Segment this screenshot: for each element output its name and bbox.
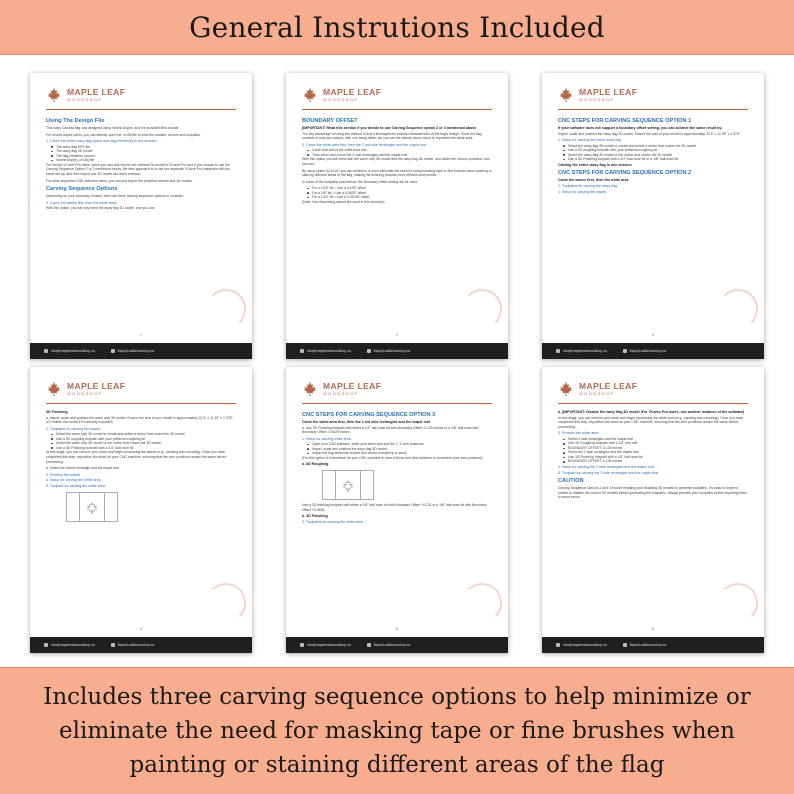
brand-sub: WOODSHOP xyxy=(323,390,359,396)
list-item: Use a 3D roughing toolpath with your preferred roughing bit xyxy=(558,148,748,153)
list-item: Select the 2 side rectangles and the maple leaf xyxy=(558,450,748,455)
numbered-step: 2. Toolpaths for carving the white area xyxy=(302,519,363,524)
paragraph: This wavy Canada flag was designed using Vectric Aspire, and the provided files include: xyxy=(46,126,180,130)
caption-line-2: eliminate the need for masking tape or fine brushes when xyxy=(59,718,735,744)
email-text: info@mapleleafwoodshop.ca xyxy=(563,643,607,647)
brand-sub: WOODSHOP xyxy=(67,96,103,102)
decorative-swirl xyxy=(206,583,246,623)
numbered-step: 4. Setup for carving the 2 side rectangles and the maple leaf xyxy=(558,464,654,469)
numbered-step: 5. Toolpath for carving the white area xyxy=(46,483,105,488)
list-item: Then carve and colour the 2 side rectangles and the maple leaf xyxy=(302,153,492,158)
footer-website xyxy=(111,643,155,647)
paragraph: For Vectric Aspire users, you can directly open the .crv3d file to view the models, vectors and toolpaths. xyxy=(46,132,201,137)
list-item: For a 1/16" bit = Use a 0.03125" offset xyxy=(302,195,492,200)
footer-email xyxy=(44,349,95,353)
section-heading: BOUNDARY OFFSET xyxy=(302,118,358,124)
numbered-step: 4. Setup for carving the white area xyxy=(46,478,101,483)
numbered-step: 3. Carve the white area first, then the 2 red side rectangles and the maple leaf xyxy=(302,142,426,147)
footer-website xyxy=(623,349,667,353)
list-item: Use a 3D Finishing toolpath with a 1/4" ball nose bit xyxy=(46,446,236,451)
globe-icon xyxy=(623,349,627,353)
email-icon xyxy=(300,349,304,353)
email-text: info@mapleleafwoodshop.ca xyxy=(307,643,351,647)
footer-email xyxy=(556,349,607,353)
document-page-grid xyxy=(0,54,794,668)
numbered-step: 1. Setup for carving white area xyxy=(302,436,351,441)
website-text: MapleLeafWoodshop.ca xyxy=(629,349,667,353)
paragraph: At this stage, you can remove your stock and begin processing the white area (e.g., sanding and colouring). Once you have completed this step, reposition the stock on your CNC machine, ensuring that the zero positions remain the same before proceeding. xyxy=(558,415,744,429)
brand-sub: WOODSHOP xyxy=(579,390,615,396)
header-rule xyxy=(302,403,492,404)
document-page-5 xyxy=(286,367,508,653)
list-item: For a 1/16" bit = Use a 0.125" offset xyxy=(302,186,492,191)
paragraph: CAUTION xyxy=(558,478,584,485)
page-footer xyxy=(542,343,764,359)
maple-leaf-icon xyxy=(46,381,62,397)
brand-logo xyxy=(46,381,125,397)
paragraph: The key advantage of using this method is that it leverages the natural characteristics of the flag's design. Since the flag consists of only two colours, with one being white, we can use the natural wood colour to represent the white area. xyxy=(302,131,482,141)
bold-note: b. 3D Finishing xyxy=(302,514,328,519)
page-number: 1 xyxy=(140,333,142,337)
email-text: info@mapleleafwoodshop.ca xyxy=(307,349,351,353)
globe-icon xyxy=(111,349,115,353)
page-body xyxy=(302,115,492,329)
page-body xyxy=(558,409,748,623)
globe-icon xyxy=(111,643,115,647)
brand-sub: WOODSHOP xyxy=(67,390,103,396)
email-text: info@mapleleafwoodshop.ca xyxy=(51,349,95,353)
bold-note: Carve the white area first, then the 2 red side rectangles and the maple leaf xyxy=(302,420,430,424)
email-text: info@mapleleafwoodshop.ca xyxy=(563,349,607,353)
page-body xyxy=(302,409,492,623)
paragraph: a. Import, scale and position the wave only 3D model. Ensure the size of your model is approximately 22.5" x 11.25" x 1.375". (Or enable the model if it's already imported) xyxy=(46,415,234,425)
brand-text xyxy=(323,88,381,102)
paragraph: With this option you will need both the wave only 3D model and the wavy flag 3D model, and utilize the vectors provided. And you can: xyxy=(302,157,490,166)
footer-website xyxy=(623,643,667,647)
list-item: The wavy flag EPS file xyxy=(46,145,236,150)
list-item: Open your CAD software, enter your stock size and the Y, Z zero positions. xyxy=(302,442,492,447)
list-item: Select the wave only 3D model or the vector that covers the 3D model xyxy=(46,441,236,446)
decorative-swirl xyxy=(718,583,758,623)
paragraph: b. Use 3D Finishing toolpath with either a 1/4" ball nose bit with Boundary Offset -0.125 inches or a 1/8" ball nose with Boundary Offset -0.0625 inches xyxy=(302,425,479,435)
list-item: Use a 3D roughing toolpath with your preferred roughing bit xyxy=(46,437,236,442)
section-heading: CNC STEPS FOR CARVING SEQUENCE OPTION 3 xyxy=(302,412,436,418)
document-page-1 xyxy=(30,73,252,359)
header-rule xyxy=(302,109,492,110)
paragraph: Depending on your colouring choices, there are three carving sequence options to consider: xyxy=(46,194,184,199)
footer-email xyxy=(44,643,95,647)
paragraph: (For this option, it's beneficial for your CNC machine to have a fence and limit switches to remember your zero positions) xyxy=(302,455,483,460)
email-icon xyxy=(556,349,560,353)
email-icon xyxy=(44,643,48,647)
brand-name: MAPLE LEAF xyxy=(67,381,126,392)
numbered-step: 1. Carve the entire wavy flag (wave and flag elements) in one session xyxy=(46,139,157,144)
section-heading: Carving Sequence Options xyxy=(46,186,118,193)
header-rule xyxy=(46,403,236,404)
list-item: Use 3D Finishing toolpath with a 1/4" ball nose bit xyxy=(558,455,748,460)
page-footer xyxy=(30,343,252,359)
paragraph: Use a 3D finishing toolpath with either a 1/4" ball nose bit with Boundary Offset +0.125 or a 1/8" ball nose bit with Boundary Offset +0.0625 xyxy=(302,503,487,512)
brand-text xyxy=(579,88,637,102)
list-item: The wavy flag 3D model xyxy=(46,149,236,154)
globe-icon xyxy=(367,643,371,647)
footer-website xyxy=(367,643,411,647)
footer-email xyxy=(556,643,607,647)
brand-name: MAPLE LEAF xyxy=(323,87,382,98)
paragraph: With this option, you will only need the wavy flag 3D model, and you can: xyxy=(46,206,156,211)
brand-text xyxy=(323,382,381,396)
brand-name: MAPLE LEAF xyxy=(67,87,126,98)
page-body xyxy=(46,409,236,623)
list-item: Use a 3D Finishing toolpath with a 1/4" ball nose bit or a 1/8" ball nose bit xyxy=(558,157,748,162)
list-item: Carve and colour the white area first xyxy=(302,148,492,153)
decorative-swirl xyxy=(462,583,502,623)
bold-note: a. 3D Roughing xyxy=(302,462,329,467)
document-page-6 xyxy=(542,367,764,653)
page-body xyxy=(558,115,748,329)
document-page-4 xyxy=(30,367,252,653)
list-item: Use 3D Roughing toolpath with a 1/4" end mill xyxy=(558,441,748,446)
header-rule xyxy=(558,403,748,404)
decorative-swirl xyxy=(718,289,758,329)
top-banner xyxy=(0,0,794,54)
maple-leaf-icon xyxy=(558,87,574,103)
email-icon xyxy=(556,643,560,647)
list-item: BOUNDARY OFFSET: 0.125 inches xyxy=(558,446,748,451)
footer-email xyxy=(300,349,351,353)
maple-leaf-icon xyxy=(342,479,354,491)
bold-note: [IMPORTANT! Read this section if you decide to use Carving Sequence option 2 or 3 mentioned above xyxy=(302,126,477,130)
email-icon xyxy=(44,349,48,353)
website-text: MapleLeafWoodshop.ca xyxy=(117,643,155,647)
list-item: Select the wavy flag 3D model or create and select a vector that covers the 3D model xyxy=(558,144,748,149)
bold-note: a. [IMPORTANT: Disable the wavy flag 3D model (For VCarve Pro users, use another instance of the software) xyxy=(558,410,745,414)
maple-leaf-icon xyxy=(86,501,98,513)
website-text: MapleLeafWoodshop.ca xyxy=(373,643,411,647)
page-number: 3 xyxy=(652,333,654,337)
brand-logo xyxy=(302,87,381,103)
list-item: Select the wavy flag 3D model or the vector that covers the 3D model xyxy=(558,153,748,158)
numbered-step: 1. Setup for carving the entire wavy flag xyxy=(558,138,622,143)
document-page-2 xyxy=(286,73,508,359)
numbered-step: 2. Carve the waves first, then the white area xyxy=(46,200,117,205)
page-body xyxy=(46,115,236,329)
paragraph: For other supported CAD software users, you can just import the provided vectors and 3d models. xyxy=(46,178,193,183)
flag-diagram xyxy=(66,492,118,522)
header-rule xyxy=(46,109,236,110)
globe-icon xyxy=(623,643,627,647)
website-text: MapleLeafWoodshop.ca xyxy=(373,349,411,353)
page-footer xyxy=(30,637,252,653)
paragraph: Carving Sequence Options 2 and 3 involve enabling and disabling 3D models to generate toolpaths. It's easy to forget to enable or disable the correct 3D models before generating the toolpaths. Always preview your toolpaths before exporting them to avoid errors. xyxy=(558,486,748,500)
numbered-step: 2. Toolpaths for carving the waves xyxy=(46,426,101,431)
list-item: Vectric Aspire (.crv3d) file xyxy=(46,158,236,163)
numbered-step: 3. Process the waves xyxy=(46,472,81,477)
paragraph: (Note: Non-Machining values are used in this scenario) xyxy=(302,199,385,204)
list-item: For a 1/8" bit = Use a 0.0625" offset xyxy=(302,191,492,196)
brand-sub: WOODSHOP xyxy=(579,96,615,102)
section-heading: Using The Design File xyxy=(46,118,105,124)
bold-note: If your software does not support a boundary offset setting, you can achieve the same result by: xyxy=(558,126,723,130)
list-item: The flag elements vectors xyxy=(46,154,236,159)
brand-name: MAPLE LEAF xyxy=(579,381,638,392)
website-text: MapleLeafWoodshop.ca xyxy=(629,643,667,647)
bold-note: Carving the entire wavy flag in one session xyxy=(558,162,632,167)
maple-leaf-icon xyxy=(302,381,318,397)
list-item: Import, scale and position the wavy flag 3D model. xyxy=(302,447,492,452)
paragraph: a. Select the centre rectangle and the maple leaf xyxy=(46,466,119,471)
decorative-swirl xyxy=(206,289,246,329)
bold-note: 3D Finishing xyxy=(46,410,68,414)
website-text: MapleLeafWoodshop.ca xyxy=(117,349,155,353)
footer-email xyxy=(300,643,351,647)
globe-icon xyxy=(367,349,371,353)
brand-text xyxy=(67,88,125,102)
list-item: Select the wave only 3D model to create and select a vector that covers the 3D model xyxy=(46,432,236,437)
paragraph: Import, scale and position the wavy flag 3D model. Ensure the size of your model is approximately 22.5" x 11.25" x 1.375" xyxy=(558,131,741,136)
page-number: 5 xyxy=(396,627,398,631)
caption-line-3: painting or staining different areas of the flag xyxy=(129,752,665,778)
page-number: 4 xyxy=(140,627,142,631)
brand-name: MAPLE LEAF xyxy=(579,87,638,98)
brand-sub: WOODSHOP xyxy=(323,96,359,102)
flag-diagram xyxy=(322,470,374,500)
numbered-step: 2. Toolpaths for carving the wavy flag xyxy=(558,183,618,188)
list-item: Import the flag elements vectors and centre everything to stock. xyxy=(302,451,492,456)
section-heading: CNC STEPS FOR CARVING SEQUENCE OPTION 2 xyxy=(558,170,692,177)
bottom-banner xyxy=(0,668,794,794)
page-number: 2 xyxy=(396,333,398,337)
brand-logo xyxy=(46,87,125,103)
brand-name: MAPLE LEAF xyxy=(323,381,382,392)
paragraph: For Vectric VCarve Pro users, since you can only import one external 3d model in VCarve Pro and if you choose to use the Carving Sequence Option 2 or 3 mentioned below, the best approach is to use two separate VCarve Pro instances with the same set up, and then import one 3D model into each instance. xyxy=(46,162,231,176)
caption-line-1: Includes three carving sequence options to help minimize or xyxy=(43,684,751,710)
page-footer xyxy=(286,343,508,359)
list-item: BOUNDARY OFFSET: 0.125 inches xyxy=(558,459,748,464)
brand-logo xyxy=(558,87,637,103)
paragraph: In some of the toolpaths used below, the Boundary offset setting will be used. xyxy=(302,179,418,184)
maple-leaf-icon xyxy=(46,87,62,103)
document-page-3 xyxy=(542,73,764,359)
numbered-step: 3. Process the white area xyxy=(558,431,599,436)
brand-text xyxy=(579,382,637,396)
bold-note: Carve the waves first, then the white area xyxy=(558,178,629,183)
email-icon xyxy=(300,643,304,647)
paragraph: By using option #2 or #3, you can minimize or even eliminate the need for using masking tape or fine brushes when painting or staining different areas of the flag, making the finishing process more efficient and precise. xyxy=(302,168,492,178)
brand-logo xyxy=(558,381,637,397)
footer-website xyxy=(367,349,411,353)
page-footer xyxy=(542,637,764,653)
maple-leaf-icon xyxy=(302,87,318,103)
header-rule xyxy=(558,109,748,110)
email-text: info@mapleleafwoodshop.ca xyxy=(51,643,95,647)
numbered-step: 1. Setup for carving the waves xyxy=(558,189,607,194)
footer-website xyxy=(111,349,155,353)
brand-logo xyxy=(302,381,381,397)
brand-text xyxy=(67,382,125,396)
list-item: Select 2 side rectangles and the maple leaf xyxy=(558,437,748,442)
page-number: 6 xyxy=(652,627,654,631)
paragraph: At this stage, you can remove your stock and begin processing the waves (e.g., sanding and colouring). Once you have completed this step, reposition the stock on your CNC machine, ensuring that the zero positions remain the same before proceeding. xyxy=(46,450,227,464)
numbered-step: 5. Toolpath for carving the 2 side rectangles and the maple leaf xyxy=(558,470,659,475)
section-heading: CNC STEPS FOR CARVING SEQUENCE OPTION 1 xyxy=(558,118,692,124)
page-footer xyxy=(286,637,508,653)
maple-leaf-icon xyxy=(558,381,574,397)
decorative-swirl xyxy=(462,289,502,329)
banner-title: General Instrutions Included xyxy=(189,10,605,44)
